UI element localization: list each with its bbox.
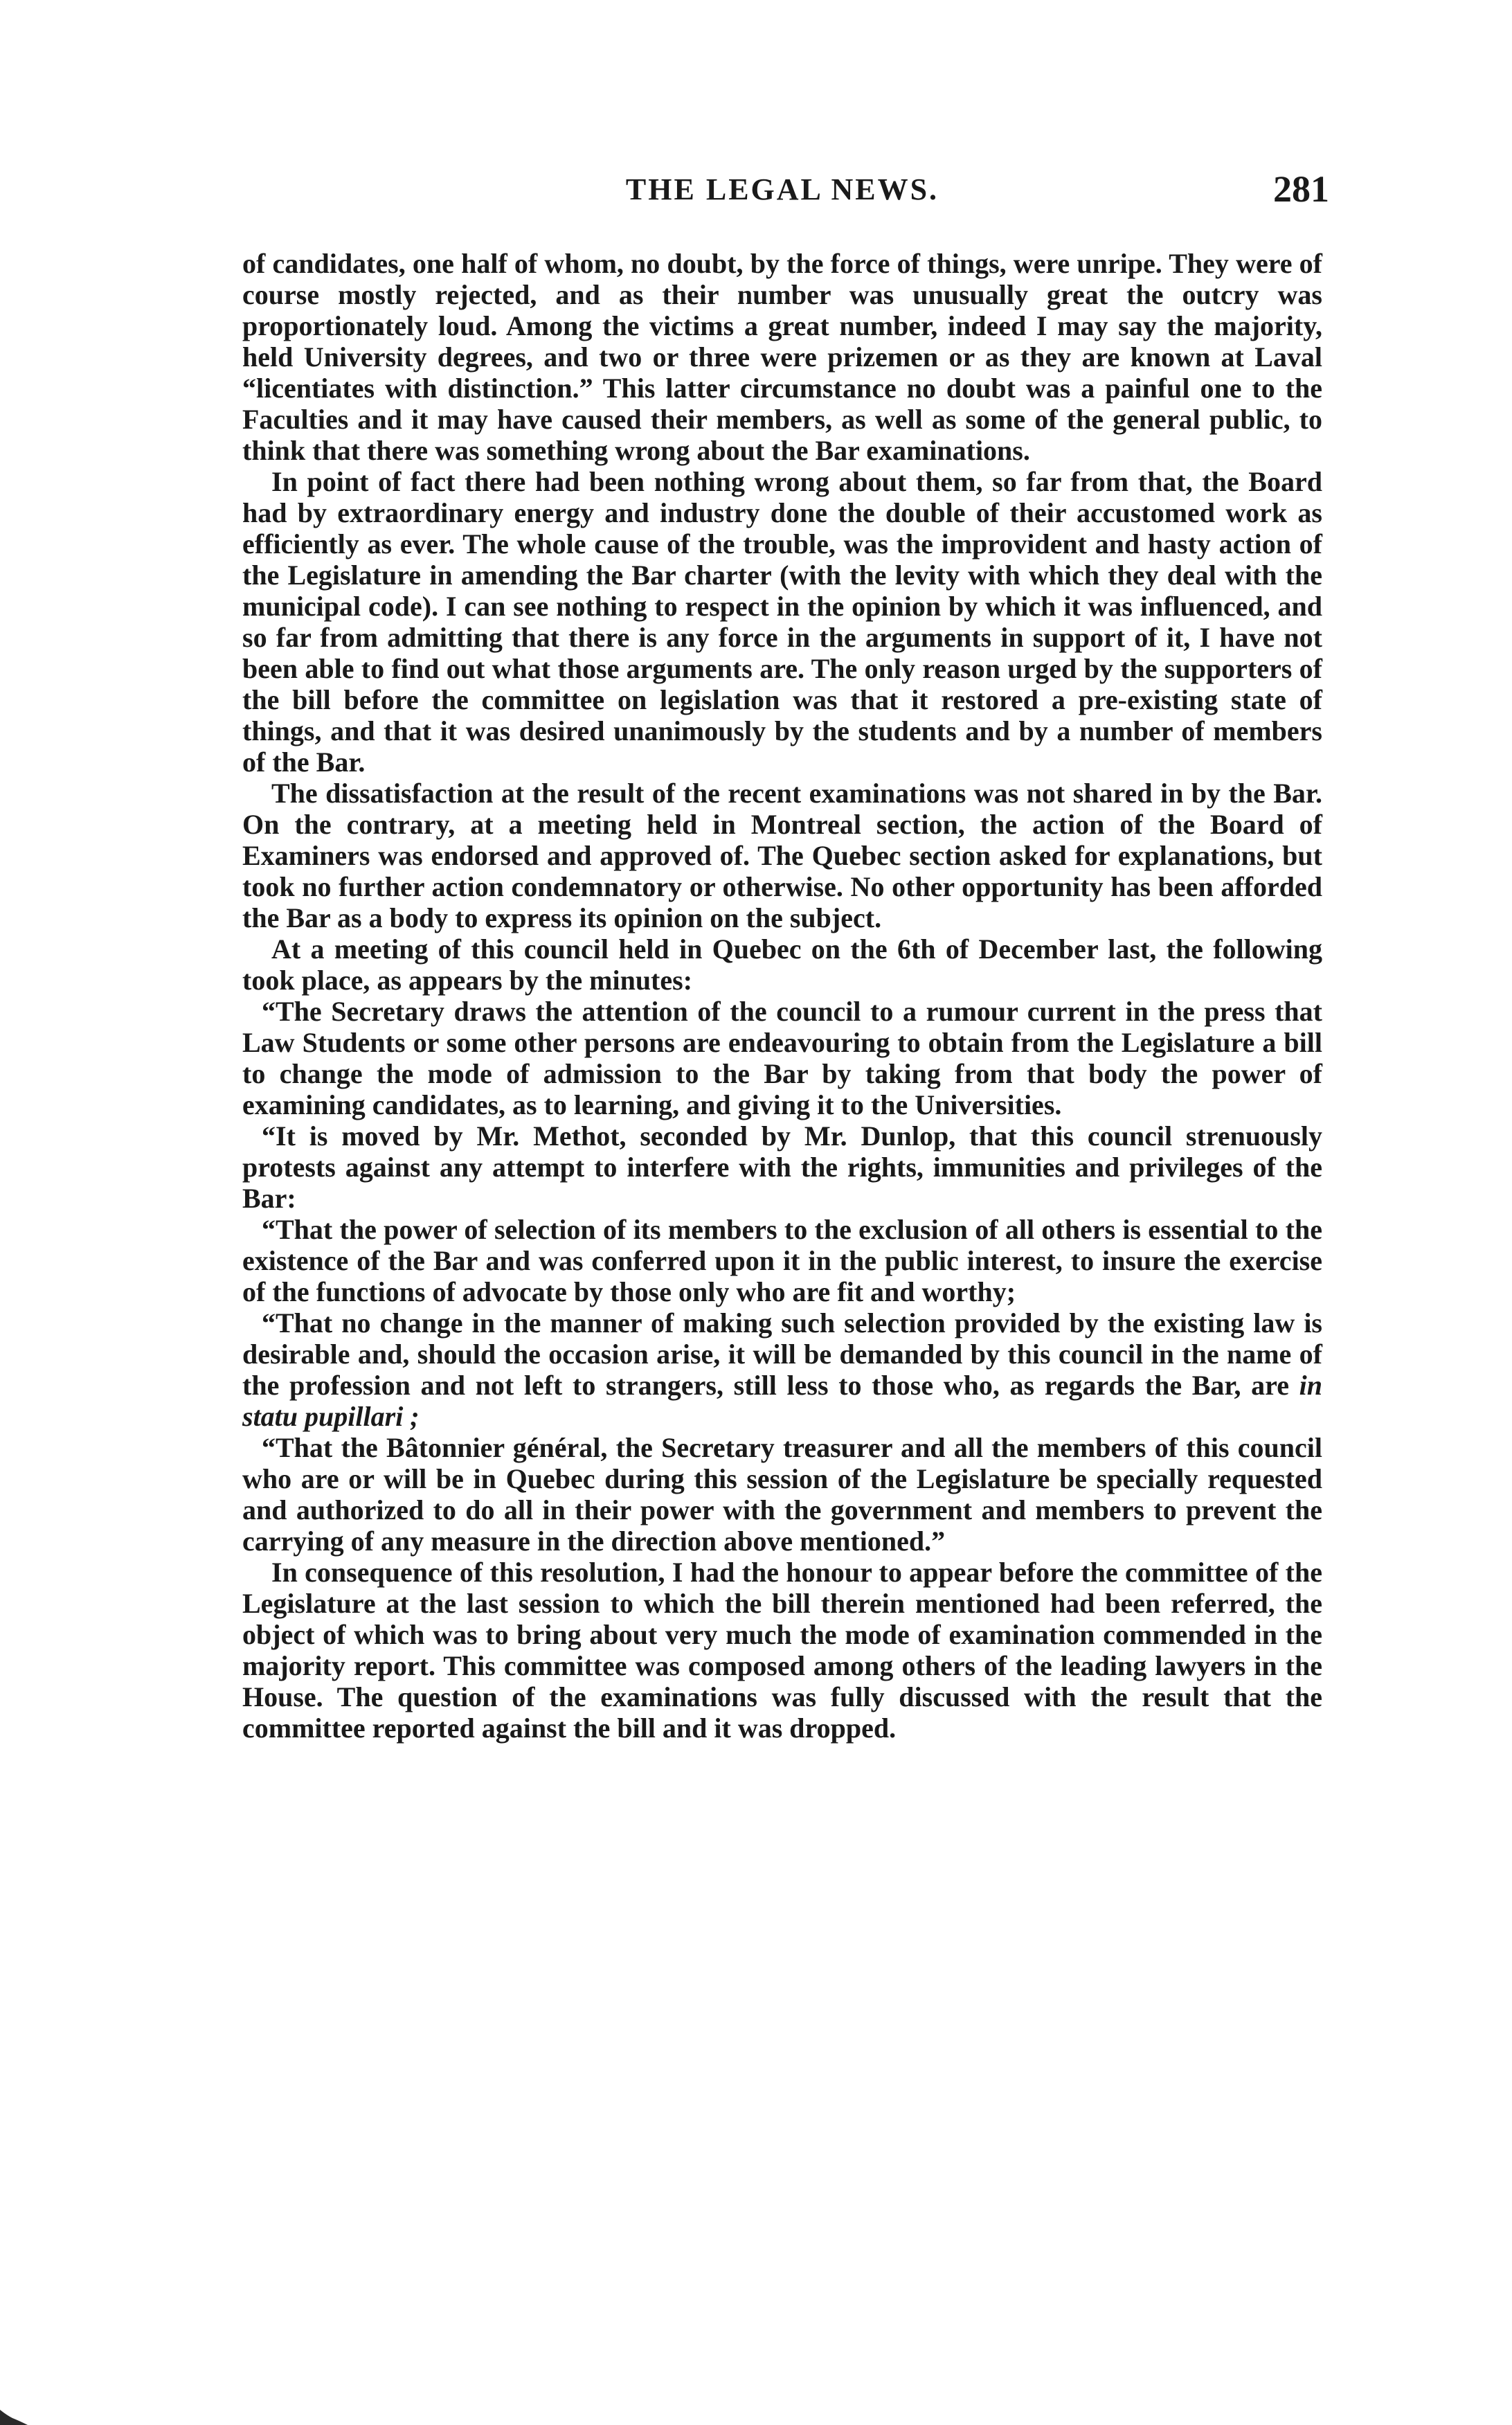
minutes-quote-2: “It is moved by Mr. Methot, seconded by Mr. Dunlop, that this council strenuously protests against any attempt to interfere with the rights, immunities and privileges of the Bar: xyxy=(242,1120,1322,1214)
paragraph-final: In consequence of this resolution, I had the honour to appear before the committee of the Legislature at the last session to which the bill therein mentioned had been referred, the object of which was to bring about very much the mode of examination commended in the majority report. This committee was composed among others of the leading lawyers in the House. The question of the examinations was fully discussed with the result that the committee reported against the bill and it was dropped. xyxy=(242,1557,1322,1744)
running-head: THE LEGAL NEWS. xyxy=(625,172,939,206)
minutes-quote-4-text: “That no change in the manner of making such selection provided by the existing law is desirable and, should the occasion arise, it will be demanded by this council in the name of the profession and not left to strangers, still less to those who, as regards the Bar, are xyxy=(242,1307,1322,1401)
article-body xyxy=(242,248,1322,1744)
minutes-quote-3: “That the power of selection of its members to the exclusion of all others is essential to the existence of the Bar and was conferred upon it in the public interest, to insure the exercise of the functions of advocate by those only who are fit and worthy; xyxy=(242,1214,1322,1307)
minutes-quote-5: “That the Bâtonnier général, the Secretary treasurer and all the members of this council who are or will be in Quebec during this session of the Legislature be specially requested and authorized to do all in their power with the government and members to prevent the carrying of any measure in the direction above mentioned.” xyxy=(242,1432,1322,1557)
minutes-quote-4 xyxy=(242,1307,1322,1432)
latin-phrase: in statu pupillari ; xyxy=(242,1370,1322,1432)
paragraph-4: At a meeting of this council held in Quebec on the 6th of December last, the following took place, as appears by the minutes: xyxy=(242,933,1322,996)
page-number: 281 xyxy=(1273,168,1329,210)
scan-edge-mark xyxy=(0,2397,42,2425)
paragraph-2: In point of fact there had been nothing wrong about them, so far from that, the Board had by extraordinary energy and industry done the double of their accustomed work as efficiently as ever. The whole cause of the trouble, was the improvident and hasty action of the Legislature in amending the Bar charter (with the levity with which they deal with the municipal code). I can see nothing to respect in the opinion by which it was influenced, and so far from admitting that there is any force in the arguments in support of it, I have not been able to find out what those arguments are. The only reason urged by the supporters of the bill before the committee on legislation was that it restored a pre-existing state of things, and that it was desired unanimously by the students and by a number of members of the Bar. xyxy=(242,466,1322,778)
paragraph-3: The dissatisfaction at the result of the recent examinations was not shared in by the Bar. On the contrary, at a meeting held in Montreal section, the action of the Board of Examiners was endorsed and approved of. The Quebec section asked for explanations, but took no further action condemnatory or otherwise. No other opportunity has been afforded the Bar as a body to express its opinion on the subject. xyxy=(242,778,1322,933)
paragraph-1: of candidates, one half of whom, no doubt, by the force of things, were unripe. They were of course mostly rejected, and as their number was unusually great the outcry was proportionately loud. Among the victims a great number, indeed I may say the majority, held University degrees, and two or three were prizemen or as they are known at Laval “licentiates with distinction.” This latter circumstance no doubt was a painful one to the Faculties and it may have caused their members, as well as some of the general public, to think that there was something wrong about the Bar examinations. xyxy=(242,248,1322,466)
minutes-quote-1: “The Secretary draws the attention of the council to a rumour current in the press that Law Students or some other persons are endeavouring to obtain from the Legislature a bill to change the mode of admission to the Bar by taking from that body the power of examining candidates, as to learning, and giving it to the Universities. xyxy=(242,996,1322,1120)
page-header xyxy=(235,168,1329,227)
